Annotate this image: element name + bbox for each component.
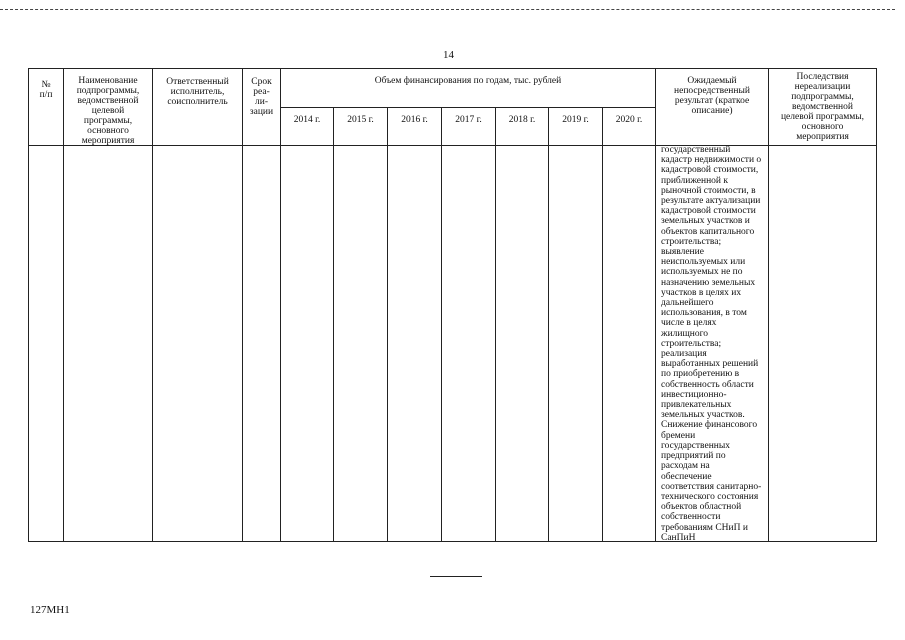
table-top-border bbox=[28, 68, 877, 69]
col-border bbox=[333, 107, 334, 542]
header-year-2020: 2020 г. bbox=[615, 115, 643, 125]
header-year-2015: 2015 г. bbox=[347, 115, 374, 125]
col-border bbox=[387, 107, 388, 542]
header-term: Срок реа- ли- зации bbox=[249, 77, 274, 117]
header-number: № п/п bbox=[39, 80, 53, 100]
col-border bbox=[242, 68, 243, 542]
col-border bbox=[28, 68, 29, 542]
header-year-2014: 2014 г. bbox=[293, 115, 321, 125]
top-border-line bbox=[0, 9, 895, 10]
header-result: Ожидаемый непосредственный результат (краткое описание) bbox=[674, 76, 750, 116]
years-divider bbox=[280, 107, 655, 108]
header-year-2016: 2016 г. bbox=[401, 115, 428, 125]
page-number: 14 bbox=[443, 49, 454, 61]
expected-result-text: государственный кадастр недвижимости о кадастровой стоимости, приближенной к рыночной стоимости, в результате актуализации кадастровой стоимости земельных участков и объектов капитального строительства; выявление неиспользуемых или используемых не по назначению земельных участков в целях их дальнейшего использования, в том числе в целях жилищного строительства; реализация выработанных решений по приобретению в собственность области инвестиционно- привлекательных земельных участков. Снижение финансового бремени государственных предприятий по расходам на обеспечение соответствия санитарно- технического состояния объектов областной собственности требованиям СНиП и СанПиН bbox=[661, 145, 762, 543]
col-border bbox=[876, 68, 877, 542]
col-border bbox=[495, 107, 496, 542]
col-border bbox=[655, 68, 656, 542]
header-year-2018: 2018 г. bbox=[508, 115, 536, 125]
header-responsible: Ответственный исполнитель, соисполнитель bbox=[166, 77, 229, 107]
col-border bbox=[548, 107, 549, 542]
col-border bbox=[602, 107, 603, 542]
col-border bbox=[441, 107, 442, 542]
header-year-2017: 2017 г. bbox=[455, 115, 482, 125]
header-name: Наименование подпрограммы, ведомственной целевой программы, основного мероприятия bbox=[76, 76, 140, 146]
col-border bbox=[152, 68, 153, 542]
footer-separator bbox=[430, 576, 482, 577]
col-border bbox=[280, 68, 281, 542]
header-volume: Объем финансирования по годам, тыс. рублей bbox=[374, 76, 562, 86]
header-consequences: Последствия нереализации подпрограммы, ведомственной целевой программы, основного мероприятия bbox=[780, 72, 865, 142]
document-code: 127МН1 bbox=[30, 604, 70, 616]
header-year-2019: 2019 г. bbox=[562, 115, 589, 125]
